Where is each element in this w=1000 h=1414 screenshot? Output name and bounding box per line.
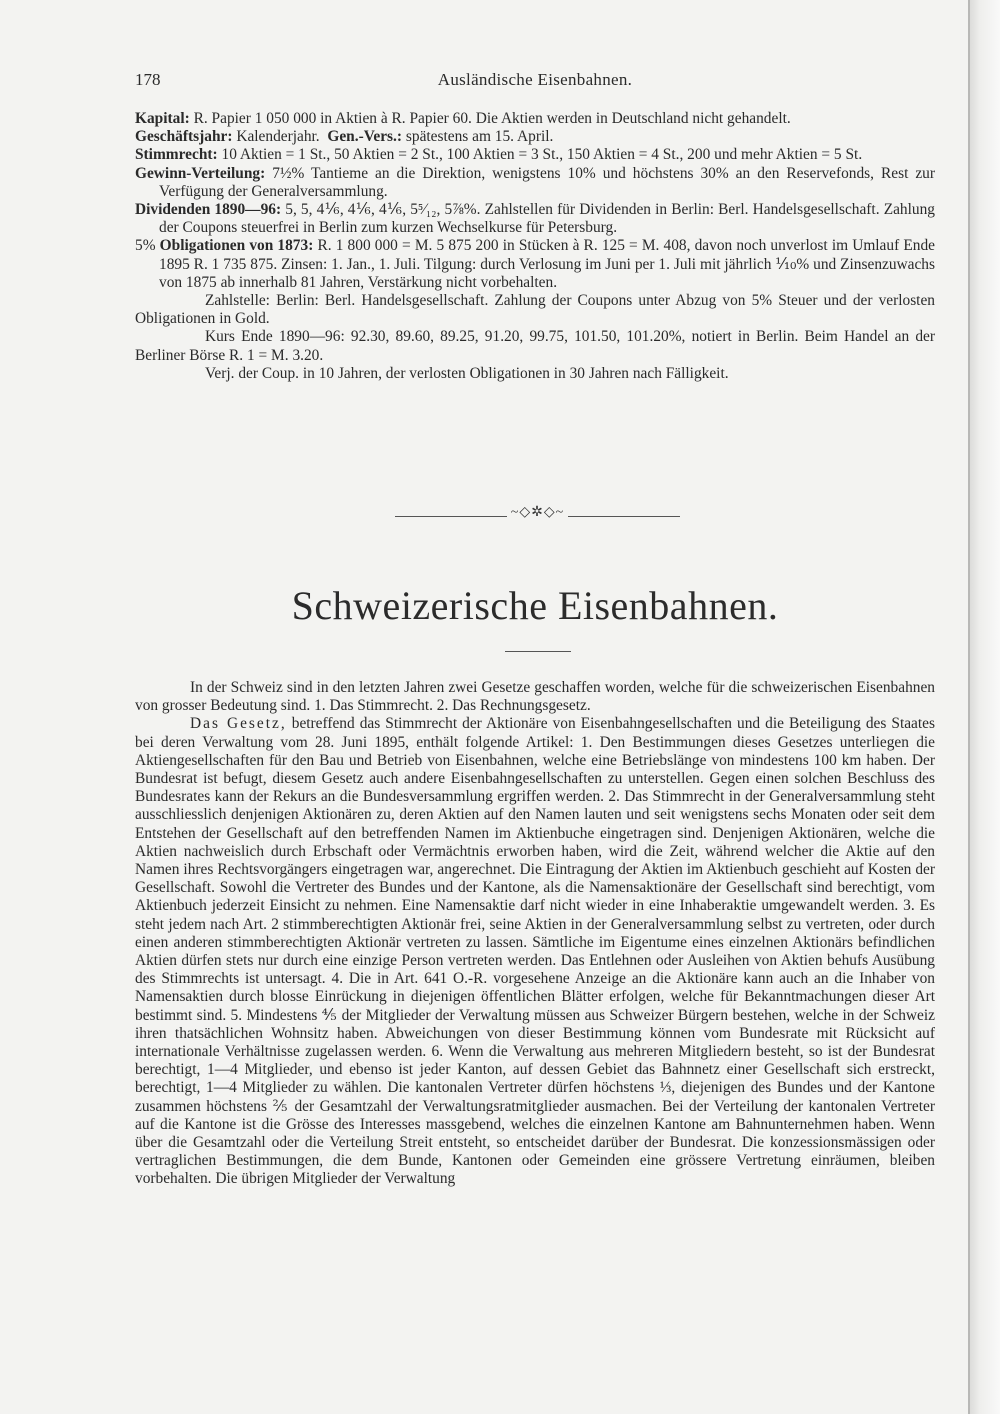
- zahlstelle-entry: Zahlstelle: Berlin: Berl. Handelsgesellschaft. Zahlung der Coupons unter Abzug von 5% Steuer und der verlosten Obligationen in Gold.: [135, 292, 935, 328]
- kapital-entry: [135, 110, 935, 128]
- stimmrecht-entry: [135, 146, 935, 164]
- gewinn-label: Gewinn-Verteilung:: [135, 164, 266, 182]
- geschaeftsjahr-text: Kalenderjahr.: [236, 128, 320, 146]
- kapital-text: R. Papier 1 050 000 in Aktien à R. Papier 60. Die Aktien werden in Deutschland nicht gehandelt.: [193, 110, 791, 127]
- section-title: Schweizerische Eisenbahnen.: [291, 583, 779, 628]
- obligationen-entry: [135, 237, 935, 292]
- body-paragraph-2: [135, 715, 935, 1188]
- stimmrecht-text: 10 Aktien = 1 St., 50 Aktien = 2 St., 100 Aktien = 3 St., 150 Aktien = 4 St., 200 und mehr Aktien = 5 St.: [221, 146, 863, 164]
- verjaehrung-entry: Verj. der Coup. in 10 Jahren, der verlosten Obligationen in 30 Jahren nach Fälligkeit.: [205, 364, 729, 382]
- kurs-entry: Kurs Ende 1890—96: 92.30, 89.60, 89.25, 91.20, 99.75, 101.50, 101.20%, notiert in Berlin. Beim Handel an der Berliner Börse R. 1 = M. 3.20.: [135, 328, 935, 364]
- kapital-label: Kapital:: [135, 110, 190, 127]
- gewinn-text: 7½% Tantieme an die Direktion, wenigstens 10% und höchstens 30% an den Reservefonds, Rest zur Verfügung der Generalversammlung.: [159, 164, 936, 200]
- page-header: [135, 70, 935, 94]
- obligationen-prefix: 5%: [135, 237, 156, 255]
- gewinn-entry: [135, 165, 935, 201]
- running-title: Ausländische Eisenbahnen.: [437, 70, 633, 89]
- paragraph-lead: Das Gesetz,: [190, 715, 287, 733]
- genvers-text: spätestens am 15. April.: [405, 128, 554, 146]
- paragraph-2-text: betreffend das Stimmrecht der Aktionäre von Eisenbahngesellschaften und die Beteiligung des Staates bei deren Verwaltung vom 28. Juni 1895, enthält folgende Artikel: 1. Den Bestimmungen dieses Gesetzes unterliegen die Aktiengesellschaften für den Bau und Betrieb von Eisenbahnen, welche eine Betriebslänge von mindestens 100 km haben. Der Bundesrat ist befugt, diesem Gesetz auch andere Eisenbahngesellschaften zu unterstellen. Gegen einen solchen Beschluss des Bundesrates kann der Rekurs an die Bundesversammlung ergriffen werden. 2. Das Stimmrecht in der Generalversammlung steht ausschliesslich denjenigen Aktionären zu, deren Aktien auf den Namen lauten und seit wenigstens sechs Monaten oder seit dem Entstehen der Gesellschaft auf den betreffenden Namen im Aktienbuche eingetragen sind. Denjenigen Aktionären, welche die Aktien nachweislich durch Erbschaft oder Vermächtnis erworben haben, wird die Zeit, während welcher die Aktie auf den Namen ihres Rechtsvorgängers eingetragen war, angerechnet. Die Eintragung der Aktien im Aktienbuch geschieht auf Kosten der Gesellschaft. Sowohl die Vertreter des Bundes und der Kantone, als die Namensaktionäre der Gesellschaft sind berechtigt, vom Aktienbuch jederzeit Einsicht zu nehmen. Eine Namensaktie darf nicht wieder in eine Inhaberaktie umgewandelt werden. 3. Es steht jedem nach Art. 2 stimmberechtigten Aktionär frei, seine Aktien in der Generalversammlung selbst zu vertreten, oder durch einen anderen stimmberechtigten Aktionär vertreten zu lassen. Sämtliche im Eigentume eines einzelnen Aktionärs befindlichen Aktien dürfen stets nur durch eine einzige Person vertreten werden. Das Entlehnen oder Ausleihen von Aktien behufs Ausübung des Stimmrechts ist untersagt. 4. Die in Art. 641 O.-R. vorgesehene Anzeige an die Aktionäre kann auch an die Inhaber von Namensaktien durch blosse Einrückung in diejenigen öffentlichen Blätter erfolgen, welche für Bekanntmachungen dieser Art bestimmt sind. 5. Mindestens ⅘ der Mitglieder der Verwaltung müssen aus Schweizer Bürgern bestehen, welche in der Schweiz ihren thatsächlichen Wohnsitz haben. Abweichungen von dieser Bestimmung können vom Bundesrate mit Rücksicht auf internationale Verhältnisse zugelassen werden. 6. Wenn die Verwaltung aus mehreren Mitgliedern besteht, so ist der Bundesrat berechtigt, 1—4 Mitglieder, und ebenso ist jeder Kanton, auf dessen Gebiet das Bahnnetz einer Gesellschaft sich erstreckt, berechtigt, 1—4 Mitglieder zu wählen. Die kantonalen Vertreter dürfen höchstens ⅓, diejenigen des Bundes und der Kantone zusammen höchstens ⅖ der Gesamtzahl der Verwaltungsratmitglieder ausmachen. Bei der Verteilung der kantonalen Vertreter auf die Kantone ist die Grösse des Interesses massgebend, welches die einzelnen Kantone am Bahnunternehmen haben. Wenn über die Gesamtzahl oder die Verteilung Streit entsteht, so entscheidet darüber der Bundesrat. Die konzessionsmässigen oder vertraglichen Bestimmungen, die dem Bunde, Kantonen oder Gemeinden eine grössere Vertretung einräumen, bleiben vorbehalten. Die übrigen Mitglieder der Verwaltung: [135, 715, 935, 1188]
- stimmrecht-label: Stimmrecht:: [135, 146, 218, 164]
- geschaeftsjahr-entry: [135, 128, 935, 146]
- body-paragraph-1: In der Schweiz sind in den letzten Jahren zwei Gesetze geschaffen worden, welche für die schweizerischen Eisenbahnen von grosser Bedeutung sind. 1. Das Stimmrecht. 2. Das Rechnungsgesetz.: [135, 679, 935, 715]
- section-divider-ornament: [395, 505, 680, 524]
- divider-rule-left: [395, 516, 507, 517]
- genvers-label: Gen.-Vers.:: [327, 128, 403, 146]
- obligationen-label: Obligationen von 1873:: [159, 237, 314, 255]
- company-details: [135, 110, 935, 383]
- page-edge: [968, 0, 1000, 1414]
- dividenden-text: 5, 5, 4⅙, 4⅙, 4⅙, 5⁵⁄₁₂, 5⅞%. Zahlstellen für Dividenden in Berlin: Berl. Handelsgesellschaft. Zahlung der Coupons steuerfrei in Berlin zum kurzen Wechselkurse für Petersburg.: [159, 201, 935, 237]
- body-text: [135, 679, 935, 1189]
- divider-rule-right: [568, 516, 680, 517]
- dividenden-label: Dividenden 1890—96:: [135, 201, 282, 219]
- divider-flourish-icon: ~◇✲◇~: [510, 505, 565, 520]
- geschaeftsjahr-label: Geschäftsjahr:: [135, 128, 233, 146]
- title-underline-rule: [505, 651, 571, 652]
- page-number: 178: [135, 70, 161, 89]
- obligationen-text: R. 1 800 000 = M. 5 875 200 in Stücken à R. 125 = M. 408, davon noch unverlost im Umlauf Ende 1895 R. 1 735 875. Zinsen: 1. Jan., 1. Juli. Tilgung: durch Verlosung im Juni per 1. Juli mit jährlich ⅒% und Zinsenzuwachs von 1875 ab innerhalb 81 Jahren, Verstärkung nicht vorbehalten.: [159, 237, 935, 291]
- dividenden-entry: [135, 201, 935, 237]
